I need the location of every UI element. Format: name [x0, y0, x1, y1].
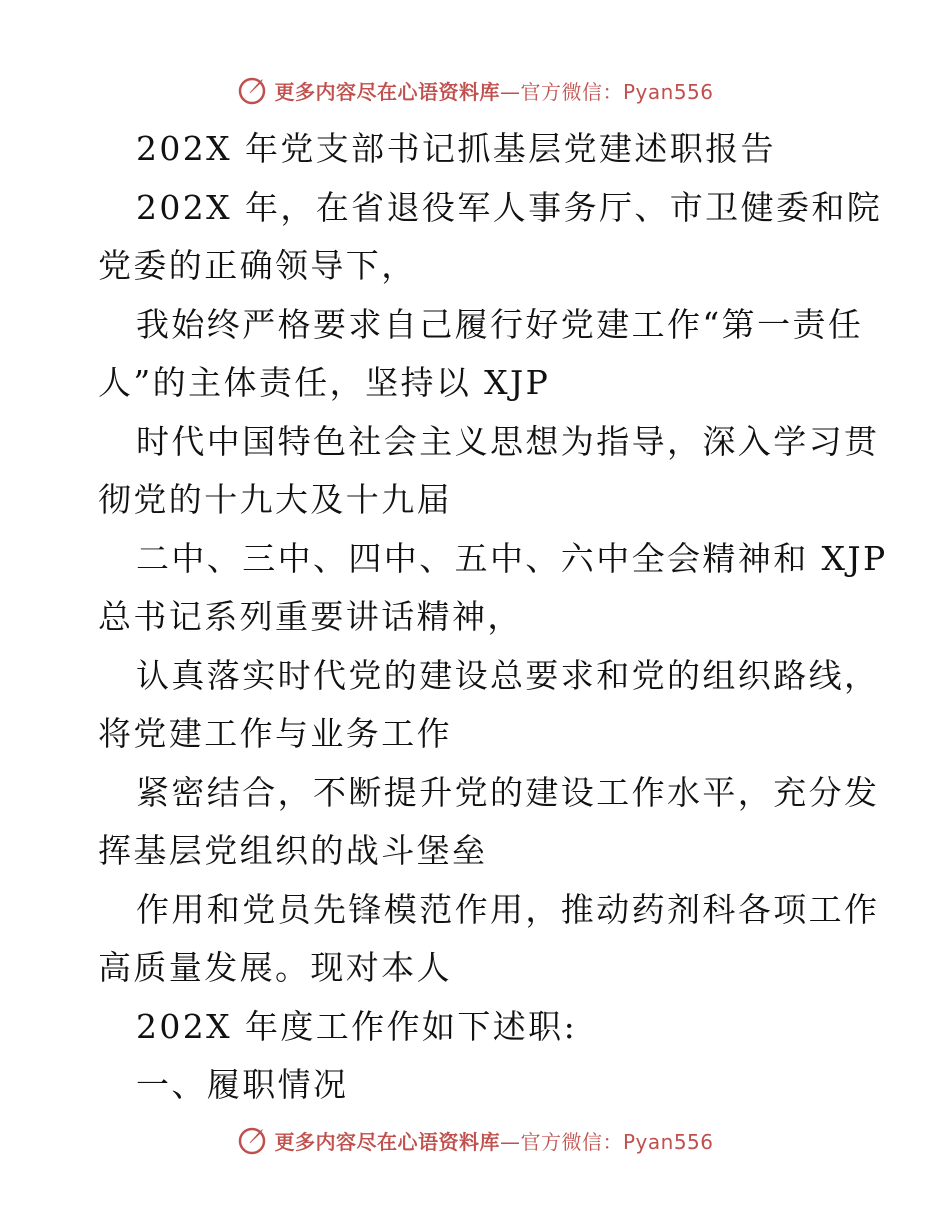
- paragraph-line: 挥基层党组织的战斗堡垒: [98, 831, 488, 870]
- paragraph-line: 人”的主体责任，坚持以 XJP: [98, 363, 551, 402]
- paragraph-line: 作用和党员先锋模范作用，推动药剂科各项工作: [136, 889, 880, 929]
- banner-text: [274, 1126, 713, 1155]
- paragraph-line: 党委的正确领导下，: [98, 246, 417, 285]
- footer-banner: [0, 1122, 950, 1158]
- document-title: 202X 年党支部书记抓基层党建述职报告: [136, 129, 776, 168]
- document-body: [98, 120, 888, 1115]
- quill-circle-logo-icon: [236, 73, 270, 107]
- banner-wechat-label: 官方微信：: [520, 1129, 623, 1154]
- quill-circle-logo-icon: [236, 1123, 270, 1157]
- header-banner: [0, 72, 950, 108]
- banner-main-text: 更多内容尽在心语资料库: [274, 79, 500, 104]
- paragraph-line: 认真落实时代党的建设总要求和党的组织路线，: [136, 655, 880, 695]
- paragraph-line: 我始终严格要求自己履行好党建工作“第一责任: [136, 304, 864, 344]
- section-heading: 一、履职情况: [136, 1065, 349, 1104]
- paragraph-line: 将党建工作与业务工作: [98, 714, 452, 753]
- banner-separator: —: [499, 1129, 521, 1154]
- paragraph-line: 高质量发展。现对本人: [98, 948, 452, 987]
- paragraph-line: 彻党的十九大及十九届: [98, 480, 452, 519]
- banner-wechat-label: 官方微信：: [520, 79, 623, 104]
- paragraph-line: 总书记系列重要讲话精神，: [98, 597, 523, 636]
- banner-separator: —: [499, 79, 521, 104]
- paragraph-line: 202X 年，在省退役军人事务厅、市卫健委和院: [136, 187, 883, 227]
- paragraph-line: 紧密结合，不断提升党的建设工作水平，充分发: [136, 772, 880, 812]
- banner-text: [274, 76, 713, 105]
- banner-wechat-id: Pyan556: [622, 1129, 714, 1154]
- banner-main-text: 更多内容尽在心语资料库: [274, 1129, 500, 1154]
- paragraph-line: 202X 年度工作作如下述职:: [136, 1006, 578, 1046]
- paragraph-line: 二中、三中、四中、五中、六中全会精神和 XJP: [136, 538, 888, 578]
- paragraph-line: 时代中国特色社会主义思想为指导，深入学习贯: [136, 421, 880, 461]
- banner-wechat-id: Pyan556: [622, 79, 714, 104]
